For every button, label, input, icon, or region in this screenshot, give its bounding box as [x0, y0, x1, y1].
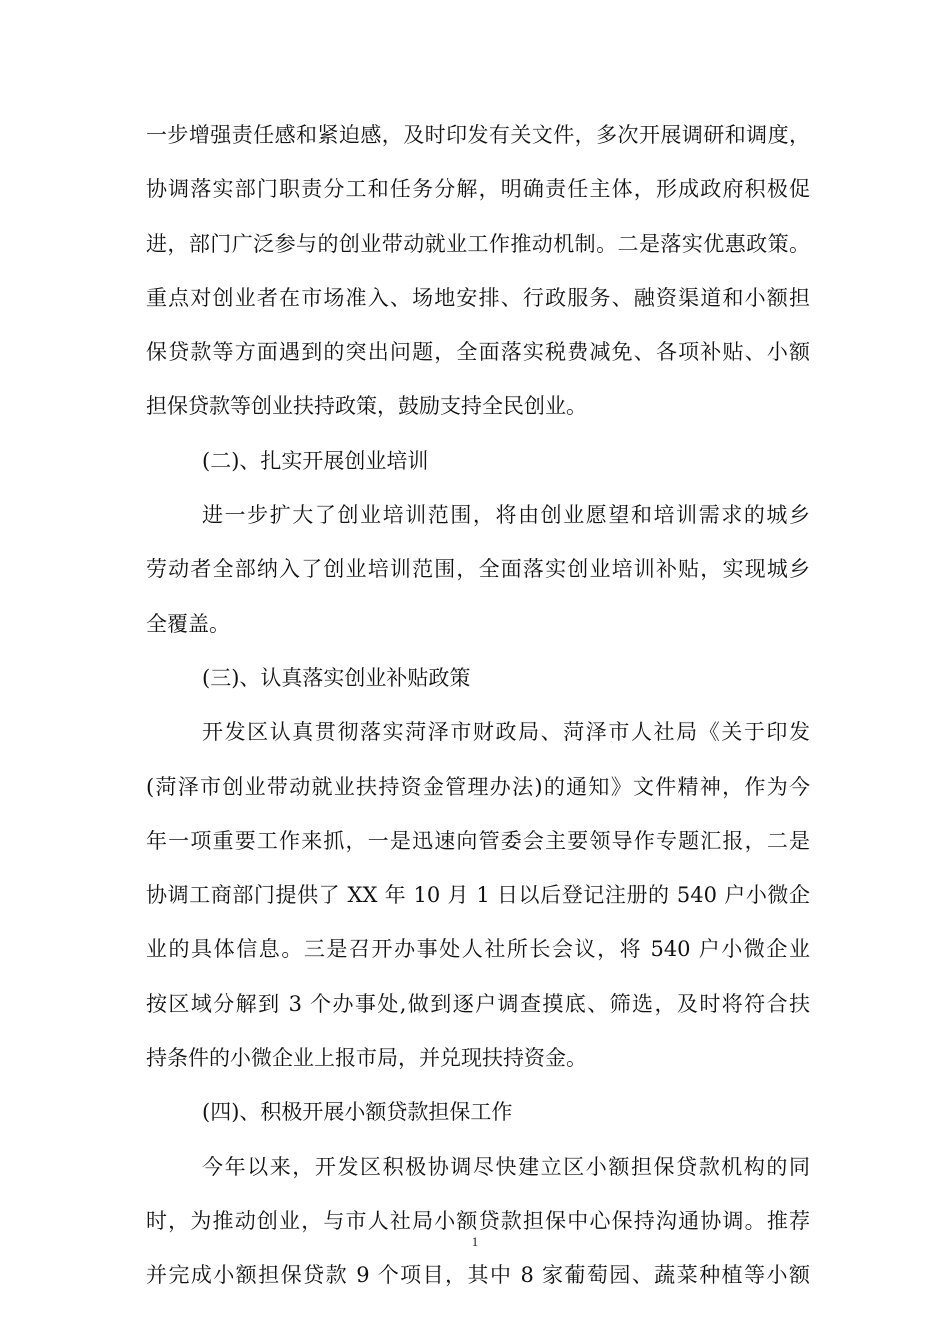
page-number: 1 [471, 1234, 479, 1249]
text-line: 时，为推动创业，与市人社局小额贷款担保中心保持沟通协调。推荐 [146, 1208, 810, 1233]
text-line: 进，部门广泛参与的创业带动就业工作推动机制。二是落实优惠政策。 [146, 231, 810, 256]
text-line: 开发区认真贯彻落实菏泽市财政局、菏泽市人社局《关于印发 [202, 720, 810, 745]
text-line: 并完成小额担保贷款 9 个项目，其中 8 家葡萄园、蔬菜种植等小额 [146, 1263, 810, 1288]
document-body [146, 108, 810, 1303]
text-line: 重点对创业者在市场准入、场地安排、行政服务、融资渠道和小额担 [146, 285, 810, 310]
text-line: 按区域分解到 3 个办事处,做到逐户调查摸底、筛选，及时将符合扶 [146, 991, 810, 1016]
text-line: 一步增强责任感和紧迫感，及时印发有关文件，多次开展调研和调度， [146, 123, 810, 147]
text-line: 业的具体信息。三是召开办事处人社所长会议，将 540 户小微企业 [146, 937, 810, 962]
text-line: 今年以来，开发区积极协调尽快建立区小额担保贷款机构的同 [202, 1154, 810, 1179]
text-line: 年一项重要工作来抓，一是迅速向管委会主要领导作专题汇报，二是 [146, 828, 810, 853]
text-line: 协调落实部门职责分工和任务分解，明确责任主体，形成政府积极促 [146, 177, 810, 202]
text-line: 持条件的小微企业上报市局，并兑现扶持资金。 [146, 1046, 587, 1071]
text-line: 全覆盖。 [146, 611, 230, 636]
text-line: 进一步扩大了创业培训范围，将由创业愿望和培训需求的城乡 [202, 503, 810, 528]
text-line: 协调工商部门提供了 XX 年 10 月 1 日以后登记注册的 540 户小微企 [146, 883, 810, 908]
section-heading: (三)、认真落实创业补贴政策 [202, 665, 471, 690]
section-heading: (二)、扎实开展创业培训 [202, 448, 429, 473]
section-heading: (四)、积极开展小额贷款担保工作 [202, 1100, 513, 1125]
text-line: 劳动者全部纳入了创业培训范围，全面落实创业培训补贴，实现城乡 [146, 557, 810, 582]
text-line: 保贷款等方面遇到的突出问题，全面落实税费减免、各项补贴、小额 [146, 340, 810, 365]
text-line: (菏泽市创业带动就业扶持资金管理办法)的通知》文件精神，作为今 [146, 774, 810, 799]
text-line: 担保贷款等创业扶持政策，鼓励支持全民创业。 [146, 394, 587, 419]
